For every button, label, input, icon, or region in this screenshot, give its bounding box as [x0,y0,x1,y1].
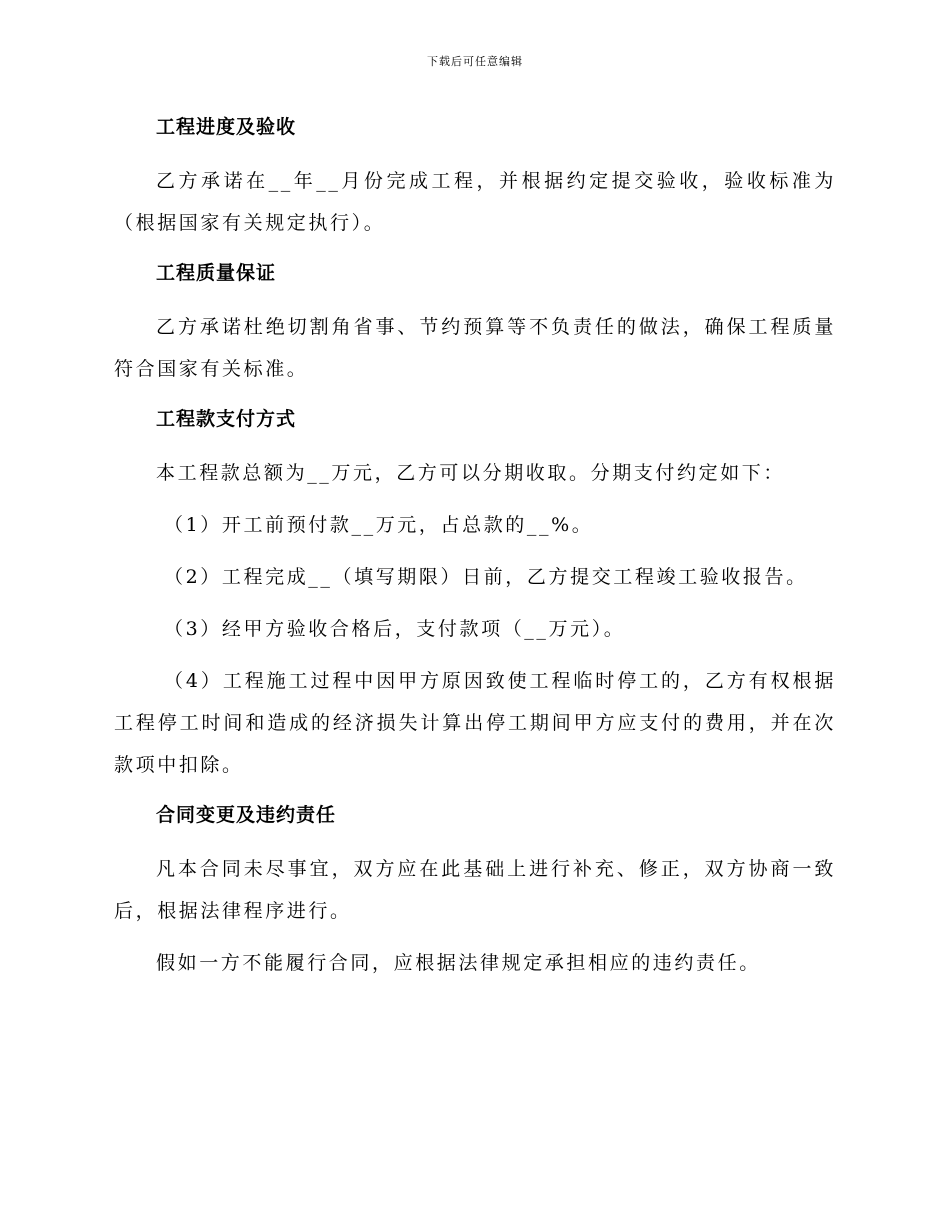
payment-item-3: （3）经甲方验收合格后，支付款项（__万元）。 [164,618,626,640]
document-body [114,108,836,994]
paragraph: 乙方承诺在__年__月份完成工程，并根据约定提交验收，验收标准为（根据国家有关规定执行）。 [114,170,836,234]
section-progress-acceptance [114,108,836,244]
paragraph: 凡本合同未尽事宜，双方应在此基础上进行补充、修正，双方协商一致后，根据法律程序进行。 [114,858,836,922]
section-heading: 工程款支付方式 [156,408,297,430]
payment-item-2: （2）工程完成__（填写期限）日前，乙方提交工程竣工验收报告。 [164,566,808,588]
section-contract-change-liability [114,796,836,984]
paragraph: 乙方承诺杜绝切割角省事、节约预算等不负责任的做法，确保工程质量符合国家有关标准。 [114,316,836,380]
section-heading: 合同变更及违约责任 [156,804,337,826]
section-heading: 工程进度及验收 [156,116,297,138]
payment-item-4: （4）工程施工过程中因甲方原因致使工程临时停工的，乙方有权根据工程停工时间和造成的经济损失计算出停工期间甲方应支付的费用，并在次款项中扣除。 [114,670,836,776]
payment-item-1: （1）开工前预付款__万元，占总款的__%。 [164,514,594,536]
paragraph: 本工程款总额为__万元，乙方可以分期收取。分期支付约定如下： [156,462,786,484]
section-heading: 工程质量保证 [156,262,277,284]
section-quality-guarantee [114,254,836,390]
page-header: 下载后可任意编辑 [427,55,523,68]
paragraph: 假如一方不能履行合同，应根据法律规定承担相应的违约责任。 [156,952,761,974]
section-payment-method [114,400,836,786]
